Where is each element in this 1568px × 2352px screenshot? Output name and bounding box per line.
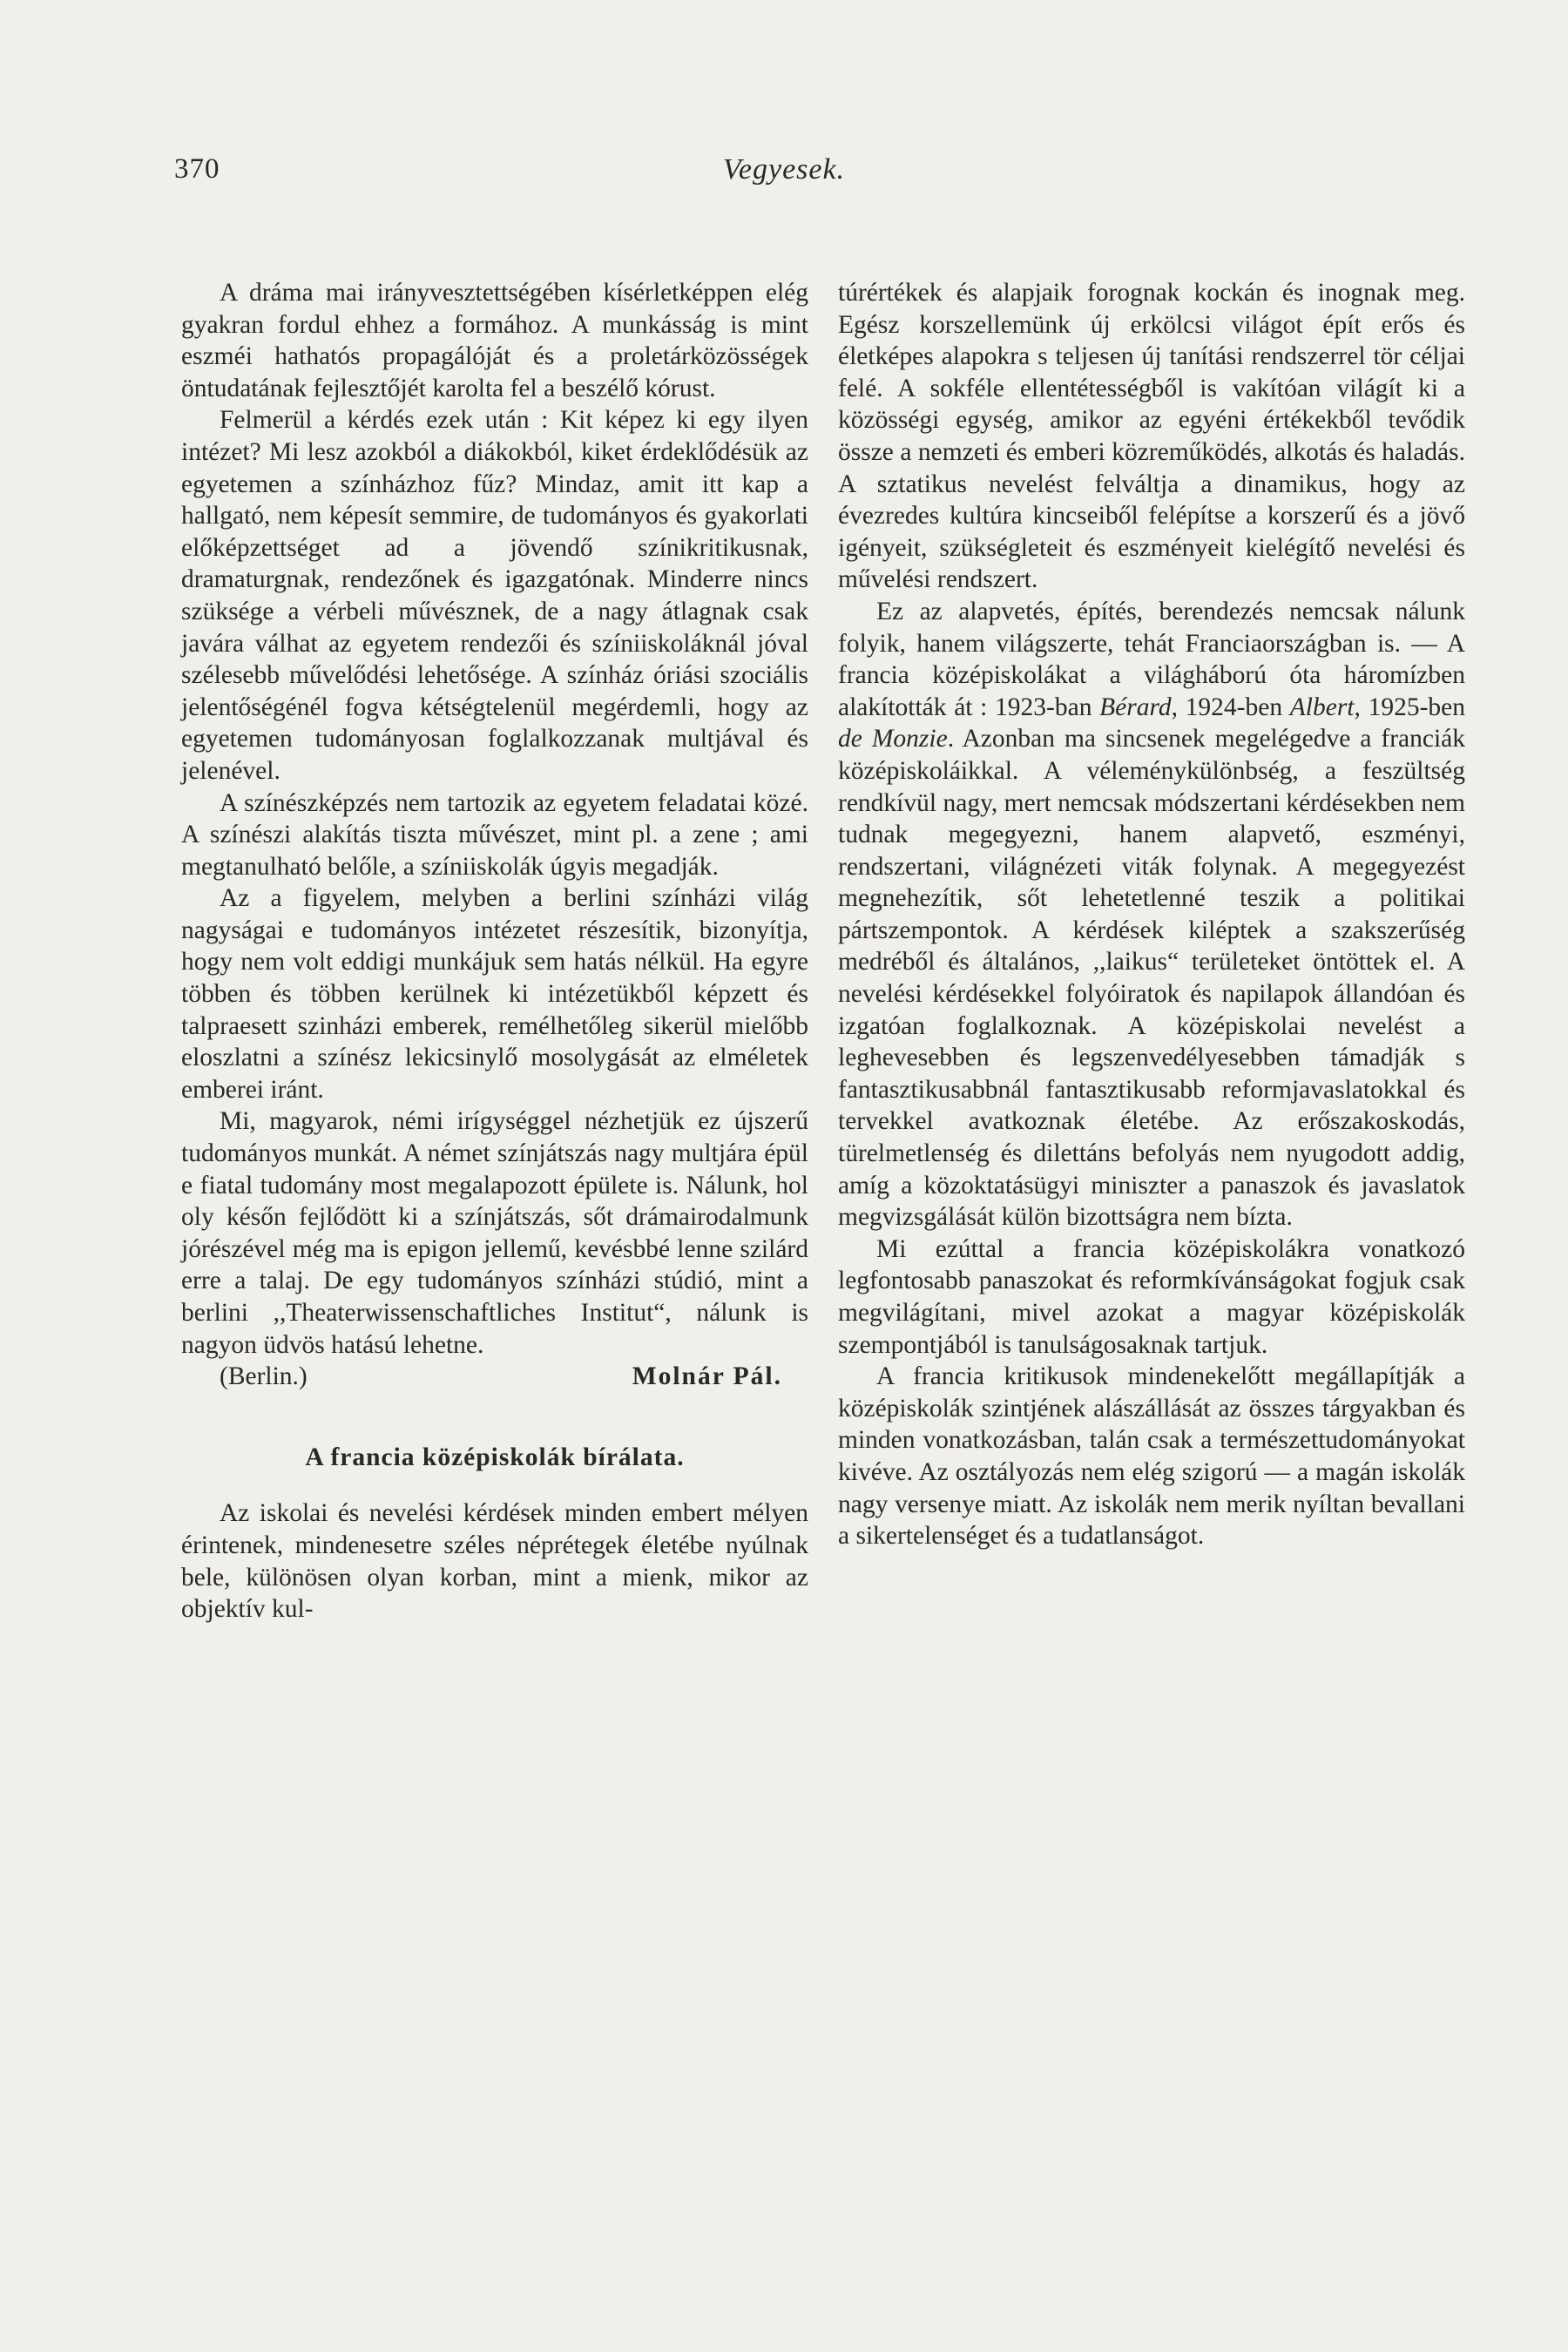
paragraph bbox=[838, 596, 1465, 1233]
signature-author: Molnár Pál. bbox=[632, 1362, 782, 1391]
emphasized-name: Bérard bbox=[1099, 693, 1172, 721]
paragraph: Mi, magyarok, némi irígységgel nézhetjük ez újszerű tudományos munkát. A német színjátszás nagy multjára épül e fiatal tudomány most megalapozott épülete is. Nálunk, hol oly későn fejlődött ki a színjátszás, sőt drámairodalmunk jórészével még ma is epigon jellemű, kevésbbé lenne szilárd erre a talaj. De egy tudományos színházi stúdió, mint a berlini ,,Theaterwissenschaftliches Institut“, nálunk is nagyon üdvös hatású lehetne. bbox=[181, 1107, 808, 1359]
paragraph: A francia kritikusok mindenekelőtt megállapítják a középiskolák szintjének alászállását az összes tárgyakban és minden vonatkozásban, talán csak a természettudományokat kivéve. Az osztályozás nem elég szigorú — a magán iskolák nagy versenye miatt. Az iskolák nem merik nyíltan bevallani a sikertelenséget és a tudatlanságot. bbox=[838, 1362, 1465, 1551]
paragraph: Mi ezúttal a francia középiskolákra vonatkozó legfontosabb panaszokat és reformkívánságokat fogjuk csak megvilágítani, mivel azokat a magyar középiskolák szempontjából is tanulságosaknak tartjuk. bbox=[838, 1234, 1465, 1359]
text-run: , 1924-ben bbox=[1171, 693, 1290, 721]
text-run: Ez az alapvetés, építés, berendezés nemcsak nálunk folyik, hanem világszerte, tehát Franciaországban is. — A francia középiskolákat a világháború óta háromízben alakították át : 1923-ban bbox=[838, 597, 1465, 721]
paragraph: túrértékek és alapjaik forognak kockán és inognak meg. Egész korszellemünk új erkölcsi világot épít erős és életképes alapokra s teljesen új tanítási rendszerrel tör céljai felé. A sokféle ellentétességből is vakítóan világít ki a közösségi egység, amikor az egyéni értékekből tevődik össze a nemzeti és emberi közreműködés, alkotás és haladás. A sztatikus nevelést felváltja a dinamikus, hogy az évezredes kultúra kincseiből felépítse a korszerű és a jövő igényeit, szükségleteit és eszményeit kielégítő nevelési és művelési rendszert. bbox=[838, 279, 1465, 594]
paragraph: Az a figyelem, melyben a berlini színházi világ nagyságai e tudományos intézetet részesítik, bizonyítja, hogy nem volt eddigi munkájuk sem hatás nélkül. Ha egyre többen és többen kerülnek ki intézetükből képzett és talpraesett szinházi emberek, remélhetőleg sikerül mielőbb eloszlatni a színész lekicsinylő mosolygását az elméletek emberei iránt. bbox=[181, 884, 808, 1104]
emphasized-name: de Monzie bbox=[838, 725, 948, 754]
signature bbox=[181, 1361, 808, 1393]
text-run: . Azonban ma sincsenek megelégedve a franciák középiskoláikkal. A véleménykülönbség, a feszültség rendkívül nagy, mert nemcsak módszertani kérdésekben nem tudnak megegyezni, hanem alapvető, eszményi, rendszertani, világnézeti viták folynak. A megegyezést megnehezítik, sőt lehetetlenné teszik a politikai pártszempontok. A kérdések kiléptek a szakszerűség medréből és általános, ,,laikus“ területeket öntöttek el. A nevelési kérdésekkel folyóiratok és napilapok állandóan és izgatóan foglalkoznak. A középiskolai nevelést a leghevesebben és legszenvedélyesebben támadják s fantasztikusabbnál fantasztikusabb reformjavaslatokkal és tervekkel avatkoznak életébe. Az erőszakoskodás, türelmetlenség és dilettáns befolyás nem nyugodott addig, amíg a közoktatásügyi miniszter a panaszok és javaslatok megvizsgálását külön bizottságra nem bízta. bbox=[838, 725, 1466, 1232]
text-run: , 1925-ben bbox=[1354, 693, 1466, 721]
page-number: 370 bbox=[174, 153, 220, 185]
emphasized-name: Albert bbox=[1289, 693, 1355, 721]
paragraph: A színészképzés nem tartozik az egyetem feladatai közé. A színészi alakítás tiszta művészet, mint pl. a zene ; ami megtanulható belőle, a színiiskolák úgyis megadják. bbox=[181, 788, 808, 881]
paragraph: A dráma mai irányvesztettségében kísérletképpen elég gyakran fordul ehhez a formához. A munkásság is mint eszméi hathatós propagálóját és a proletárközösségek öntudatának fejlesztőjét karolta fel a beszélő kórust. bbox=[181, 279, 808, 402]
signature-place: (Berlin.) bbox=[220, 1362, 308, 1391]
running-head: Vegyesek. bbox=[722, 153, 846, 186]
left-column bbox=[181, 277, 808, 1625]
paragraph: Az iskolai és nevelési kérdések minden embert mélyen érintenek, mindenesetre széles néprétegek életébe nyúlnak bele, különösen olyan korban, mint a mienk, mikor az objektív kul- bbox=[181, 1499, 808, 1624]
paragraph: Felmerül a kérdés ezek után : Kit képez ki egy ilyen intézet? Mi lesz azokból a diákokból, kiket érdeklődésük az egyetemen a színházhoz fűz? Mindaz, amit itt kap a hallgató, nem képesít semmire, de tudományos és gyakorlati előképzettséget ad a jövendő színikritikusnak, dramaturgnak, rendezőnek és igazgatónak. Minderre nincs szüksége a vérbeli művésznek, de a nagy átlagnak csak javára válhat az egyetem rendezői és színiiskoláknál jóval szélesebb művelődési lehetősége. A színház óriási szociális jelentőségénél fogva kétségtelenül megérdemli, hogy az egyetemen tudományosan foglalkozzanak multjával és jelenével. bbox=[181, 406, 808, 785]
right-column bbox=[838, 277, 1465, 1552]
section-title: A francia középiskolák bírálata. bbox=[305, 1443, 685, 1471]
page-header bbox=[0, 153, 1568, 195]
